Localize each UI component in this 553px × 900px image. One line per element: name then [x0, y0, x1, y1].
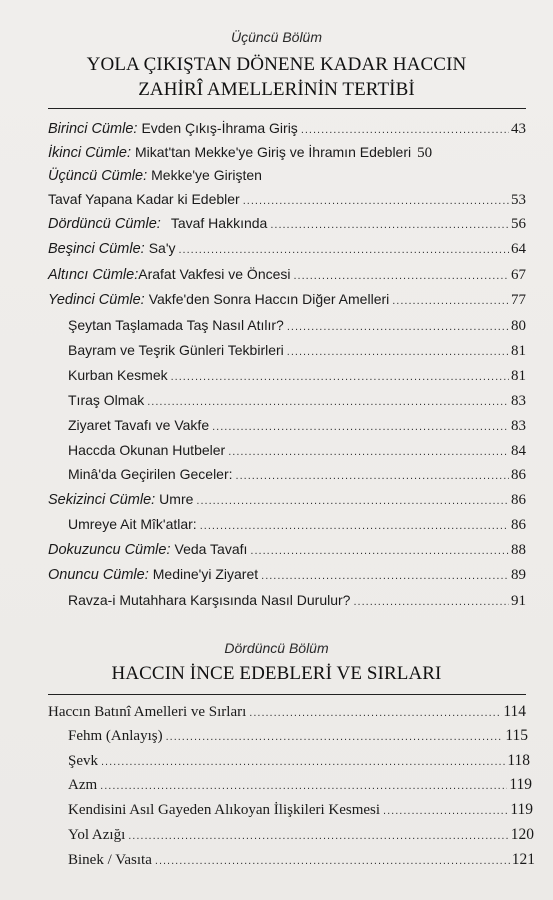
- toc-entry: [48, 167, 526, 191]
- toc-entry-title: Kurban Kesmek: [68, 367, 168, 383]
- toc-entry-page: 56: [511, 216, 526, 232]
- toc-leader-dots: [200, 520, 509, 532]
- toc-entry-page: 121: [511, 851, 535, 868]
- toc-subentry: [68, 342, 526, 366]
- toc-entry-title: Şevk: [68, 753, 98, 769]
- toc-entry-title: Minâ'da Geçirilen Geceler:: [68, 466, 233, 482]
- toc-entry-title: Şeytan Taşlamada Taş Nasıl Atılır?: [68, 317, 284, 333]
- toc-entry-page: 83: [511, 393, 526, 409]
- toc-leader-dots: [392, 295, 509, 307]
- toc-entry-page: 114: [503, 703, 526, 720]
- toc-entry: [48, 566, 526, 590]
- toc-entry-prefix: İkinci Cümle:: [48, 145, 131, 161]
- toc-entry-title: Medine'yi Ziyaret: [152, 566, 259, 582]
- toc-leader-dots: [179, 244, 510, 256]
- toc-subentry: [68, 592, 526, 616]
- section-4-label: Dördüncü Bölüm: [224, 640, 329, 656]
- toc-entry-prefix: Dokuzuncu Cümle:: [48, 542, 171, 558]
- toc-leader-dots: [166, 731, 504, 743]
- toc-leader-dots: [287, 321, 509, 333]
- section-4-title: HACCIN İNCE EDEBLERİ VE SIRLARI: [111, 663, 442, 684]
- toc-leader-dots: [171, 371, 509, 383]
- toc-leader-dots: [301, 124, 509, 136]
- toc-subentry: [68, 392, 526, 416]
- toc-entry-page: 50: [417, 145, 433, 161]
- toc-entry-title: Yol Azığı: [68, 827, 126, 843]
- toc-entry-page: 86: [511, 467, 526, 483]
- toc-entry-page: 118: [507, 752, 530, 769]
- toc-entry-page: 88: [511, 542, 526, 558]
- toc-leader-dots: [250, 545, 509, 557]
- toc-leader-dots: [236, 470, 509, 482]
- toc-entry: [48, 266, 526, 290]
- toc-subentry: [68, 417, 526, 441]
- toc-entry-title: Kendisini Asıl Gayeden Alıkoyan İlişkileri Kesmesi: [68, 802, 381, 818]
- toc-subentry: [68, 752, 530, 776]
- toc-entry: [48, 541, 526, 565]
- toc-entry-title: Mekke'ye Girişten: [151, 167, 262, 183]
- toc-leader-dots: [228, 446, 509, 458]
- toc-subentry: [68, 516, 526, 540]
- toc-leader-dots: [261, 570, 509, 582]
- toc-entry-prefix: Onuncu Cümle:: [48, 567, 149, 583]
- toc-subentry: [68, 727, 528, 751]
- toc-entry-page: 64: [511, 241, 526, 257]
- toc-entry-title: Mikat'tan Mekke'ye Giriş ve İhramın Edebleri: [135, 144, 412, 160]
- toc-leader-dots: [147, 396, 509, 408]
- toc-entry-title: Tavaf Hakkında: [170, 215, 268, 231]
- toc-entry-page: 81: [511, 343, 526, 359]
- toc-subentry: [68, 826, 534, 850]
- section-3-title-line-1: YOLA ÇIKIŞTAN DÖNENE KADAR HACCIN: [86, 54, 467, 75]
- toc-entry-prefix: Sekizinci Cümle:: [48, 492, 156, 508]
- toc-entry-page: 86: [511, 517, 526, 533]
- toc-leader-dots: [270, 219, 509, 231]
- toc-entry-page: 119: [509, 776, 532, 793]
- toc-entry: [48, 703, 526, 727]
- toc-entry-page: 91: [511, 593, 526, 609]
- toc-leader-dots: [212, 421, 509, 433]
- toc-entry-title: Haccda Okunan Hutbeler: [68, 442, 226, 458]
- toc-entry-prefix: Dördüncü Cümle:: [48, 216, 161, 232]
- toc-entry-prefix: Beşinci Cümle:: [48, 241, 145, 257]
- toc-leader-dots: [196, 495, 509, 507]
- toc-subentry: [68, 367, 526, 391]
- toc-entry-title: Evden Çıkış-İhrama Giriş: [141, 120, 298, 136]
- toc-entry-prefix: Üçüncü Cümle:: [48, 168, 148, 184]
- toc-leader-dots: [100, 780, 507, 792]
- toc-entry-page: 84: [511, 443, 526, 459]
- toc-leader-dots: [155, 855, 510, 867]
- toc-leader-dots: [243, 195, 509, 207]
- toc-entry-page: 120: [510, 826, 534, 843]
- toc-entry-page: 77: [511, 292, 526, 308]
- section-3-title-line-2: ZAHİRÎ AMELLERİNİN TERTİBİ: [138, 79, 415, 100]
- toc-entry: [48, 215, 526, 239]
- toc-entry-title: Fehm (Anlayış): [68, 728, 163, 744]
- toc-entry-page: 53: [511, 192, 526, 208]
- toc-entry-title: Ziyaret Tavafı ve Vakfe: [68, 417, 210, 433]
- toc-leader-dots: [249, 707, 501, 719]
- toc-entry: [48, 120, 526, 144]
- toc-subentry: [68, 466, 526, 490]
- toc-leader-dots: [353, 596, 509, 608]
- toc-subentry: [68, 317, 526, 341]
- toc-entry-title: Ravza-i Mutahhara Karşısında Nasıl Durulur?: [68, 592, 351, 608]
- toc-entry-title: Haccın Batınî Amelleri ve Sırları: [48, 704, 247, 720]
- toc-subentry: [68, 851, 535, 875]
- toc-entry-title: Umre: [159, 491, 194, 507]
- toc-entry-page: 81: [511, 368, 526, 384]
- toc-entry-title: Tıraş Olmak: [68, 392, 145, 408]
- toc-entry-title: Tavaf Yapana Kadar ki Edebler: [48, 191, 240, 207]
- toc-subentry: [68, 776, 532, 800]
- toc-subentry: [68, 442, 526, 466]
- toc-entry-page: 115: [505, 727, 528, 744]
- toc-entry-page: 80: [511, 318, 526, 334]
- toc-entry-page: 83: [511, 418, 526, 434]
- toc-leader-dots: [294, 270, 510, 282]
- toc-entry-title: Umreye Ait Mîk'atlar:: [68, 516, 197, 532]
- toc-entry-title: Veda Tavafı: [174, 541, 248, 557]
- toc-subentry: [68, 801, 533, 825]
- toc-entry: [48, 491, 526, 515]
- section-3-label: Üçüncü Bölüm: [230, 29, 323, 45]
- toc-leader-dots: [287, 346, 509, 358]
- toc-entry-title: Vakfe'den Sonra Haccın Diğer Amelleri: [148, 291, 390, 307]
- toc-entry-page: 119: [510, 801, 533, 818]
- toc-entry-page: 89: [511, 567, 526, 583]
- section-4-divider: [48, 694, 526, 695]
- toc-entry-prefix: Birinci Cümle:: [48, 121, 138, 137]
- toc-entry: [48, 240, 526, 264]
- toc-entry-page: 86: [511, 492, 526, 508]
- toc-entry-title: Sa'y: [148, 240, 176, 256]
- toc-entry-page: 43: [511, 121, 526, 137]
- toc-entry-title: Bayram ve Teşrik Günleri Tekbirleri: [68, 342, 284, 358]
- toc-entry-prefix: Yedinci Cümle:: [48, 292, 145, 308]
- toc-leader-dots: [383, 805, 508, 817]
- toc-entry-title: Arafat Vakfesi ve Öncesi: [138, 266, 291, 282]
- toc-entry-title: Binek / Vasıta: [68, 852, 152, 868]
- toc-entry: [48, 144, 526, 168]
- toc-leader-dots: [101, 756, 505, 768]
- toc-leader-dots: [128, 830, 509, 842]
- section-3-divider: [48, 108, 526, 109]
- toc-entry-prefix: Altıncı Cümle:: [48, 267, 139, 283]
- toc-entry-page: 67: [511, 267, 526, 283]
- toc-entry: [48, 291, 526, 315]
- toc-entry: [48, 191, 526, 215]
- toc-entry-title: Azm: [68, 777, 98, 793]
